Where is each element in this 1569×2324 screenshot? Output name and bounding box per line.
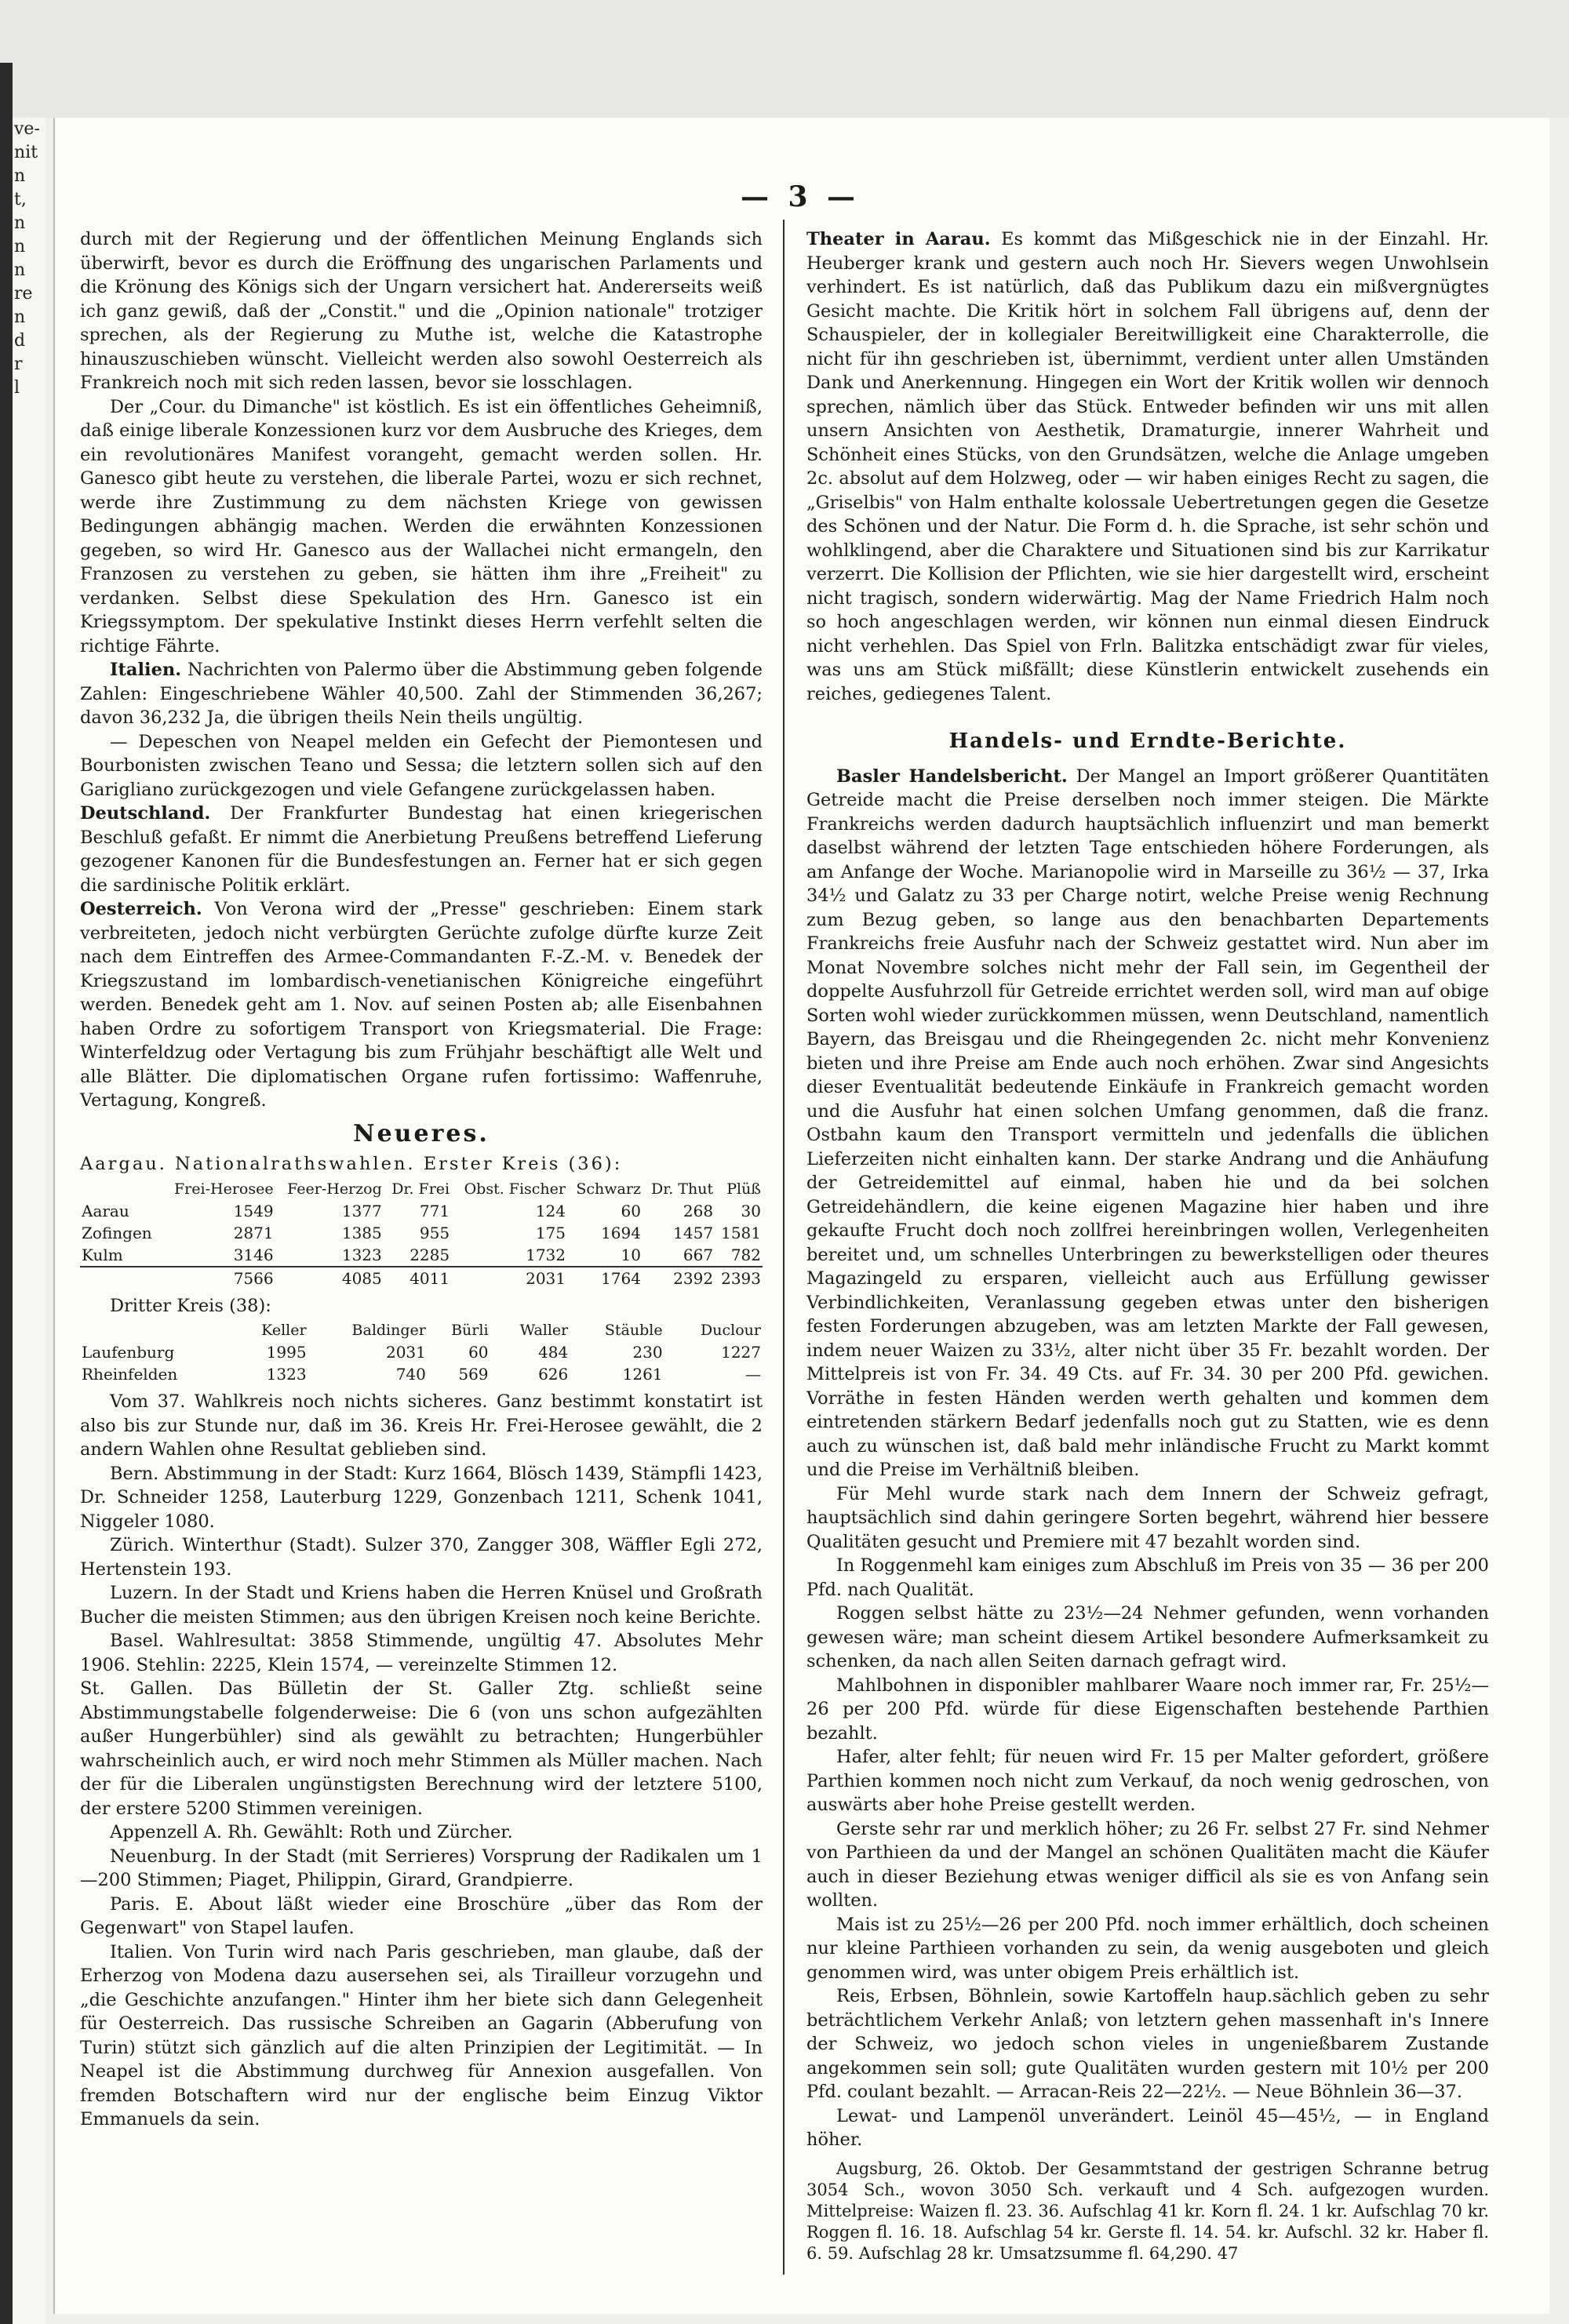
table-cell: Aarau [82, 1201, 129, 1220]
table-header [80, 1178, 162, 1200]
neueres-title: Neueres. [353, 1119, 490, 1147]
table-cell: 2392 [643, 1267, 715, 1289]
table-cell: 1385 [341, 1223, 382, 1242]
adjacent-page-fragment [13, 118, 46, 2324]
section-heading: Basler Handelsbericht. [836, 766, 1068, 787]
table-cell: 268 [683, 1201, 714, 1220]
article-paragraph: In Roggenmehl kam einiges zum Abschluß im Preis von 35 — 36 per 200 Pfd. nach Qualität. [806, 1555, 1489, 1600]
article-paragraph: St. Gallen. Das Bülletin der St. Galler Ztg. schließt seine Abstimmungstabelle folgenderweise: Die 6 (von uns schon aufgezählten außer Hungerbühler) sind als gewählt zu betrachten; Hungerbühler wahrscheinlich auch, er wird noch mehr Stimmen als Müller machen. Nach der für die Liberalen ungünstigsten Berechnung wird der letztere 5100, der erstere 5200 Stimmen vereinigen. [80, 1678, 763, 1819]
table-cell: 124 [535, 1201, 566, 1220]
newspaper-page [55, 118, 1549, 2314]
table-cell: 230 [632, 1343, 663, 1362]
table-row [80, 1222, 763, 1244]
fragment-line: ve- [14, 119, 40, 139]
fragment-line: d [14, 331, 26, 351]
section-text: Es kommt das Mißgeschick nie in der Einzahl. Hr. Heuberger krank und gestern auch noch Hr. Sievers wegen Unwohlsein verhindert. Es ist natürlich, daß das Publikum dazu ein mißvergnügtes Gesicht machte. Die Kritik hört in solchem Fall übrigens auf, denn der Schauspieler, der in kollegialer Bereitwilligkeit eine Charakterrolle, die nicht für ihn geschrieben ist, übernimmt, verdient unter allen Umständen Dank und Anerkennung. Hingegen ein Wort der Kritik wollen wir dennoch sprechen, nämlich über das Stück. Entweder befinden wir uns mit allen unsern Ansichten von Aesthetik, Dramaturgie, innerer Wahrheit und Schönheit eines Stücks, von den Grundsätzen, welche die Anlage umgeben 2c. absolut auf dem Holzweg, oder — wir haben einiges Recht zu sagen, die „Griselbis" von Halm enthalte kolossale Uebertretungen gegen die Gesetze des Schönen und der Natur. Die Form d. h. die Sprache, ist sehr schön und wohlklingend, aber die Charaktere und Situationen sind bis zur Karrikatur verzerrt. Die Kollision der Pflichten, wie sie hier dargestellt wird, erscheint nicht tragisch, sondern widerwärtig. Mag der Name Friedrich Halm noch so hoch angeschlagen werden, wir können nun einmal diesen Eindruck nicht verhehlen. Das Spiel von Frln. Balitzka entschädigt zwar für vieles, was uns am Stück mißfällt; diese Künstlerin entwickelt zusehends ein reiches, gediegenes Talent. [806, 229, 1490, 704]
table-row [80, 1363, 763, 1385]
section-text: Von Verona wird der „Presse" geschrieben: Einem stark verbreiteten, jedoch nicht verbürgten Gerüchte zufolge dürfte kurze Zeit nach dem Eintreffen des Armee-Commandanten F.-Z.-M. v. Benedek der Kriegszustand im lombardisch-venetianischen Königreiche eingeführt werden. Benedek geht am 1. Nov. auf seinen Posten ab; alle Eisenbahnen haben Ordre zu sofortigem Transport von Kriegsmaterial. Die Frage: Winterfeldzug oder Vertagung bis zum Frühjahr beschäftigt alle Welt und alle Blätter. Die diplomatischen Organe rufen fortissimo: Waffenruhe, Vertagung, Kongreß. [80, 899, 763, 1111]
article-paragraph: Roggen selbst hätte zu 23½—24 Nehmer gefunden, wenn vorhanden gewesen wäre; man scheint diesem Artikel besondere Aufmerksamkeit zu schenken, da nach allen Seiten darnach gefragt wird. [806, 1603, 1489, 1671]
table-cell: 7566 [162, 1267, 275, 1289]
article-paragraph: Vom 37. Wahlkreis noch nichts sicheres. Ganz bestimmt konstatirt ist also bis zur Stunde nur, daß im 36. Kreis Hr. Frei-Herosee gewählt, die 2 andern Wahlen ohne Resultat geblieben sind. [80, 1391, 763, 1460]
fragment-line: n [14, 260, 26, 280]
table-cell: 4085 [275, 1267, 384, 1289]
section-heading: Oesterreich. [80, 899, 202, 919]
table-cell: Zofingen [82, 1223, 152, 1242]
table-cell: 60 [468, 1343, 489, 1362]
table-cell: 2393 [715, 1267, 763, 1289]
table-header: Schwarz [576, 1180, 641, 1198]
article-paragraph: Hafer, alter fehlt; für neuen wird Fr. 15 per Malter gefordert, größere Parthien kommen noch nicht zum Verkauf, da noch wenig gedroschen, von auswärts aber hohe Preise gestellt werden. [806, 1747, 1489, 1815]
article-paragraph: durch mit der Regierung und der öffentlichen Meinung Englands sich überwirft, bevor es durch die Eröffnung des ungarischen Parlaments und die Krönung des Königs sich der Ungarn versichert hat. Andererseits weiß ich ganz gewiß, daß der „Constit." und die „Opinion nationale" trotziger sprechen, als der Regierung zu Muthe ist, welche die Katastrophe hinauszuschieben wünscht. Vielleicht werden also sowohl Oesterreich als Frankreich noch mit sich reden lassen, bevor sie losschlagen. [80, 229, 763, 393]
table-cell: 1764 [567, 1267, 643, 1289]
fragment-line: re [14, 284, 33, 304]
section-heading: Deutschland. [80, 803, 211, 824]
table-cell: 955 [419, 1223, 450, 1242]
table-cell: 740 [395, 1365, 426, 1384]
page-number: — 3 — [740, 180, 861, 213]
table-header-row [80, 1319, 763, 1341]
dritter-kreis-heading: Dritter Kreis (38): [110, 1295, 271, 1316]
article-augsburg: Augsburg, 26. Oktob. Der Gesammtstand der gestrigen Schranne betrug 3054 Sch., wovon 3050 Sch. verkauft und 4 Sch. aufgezogen wurden. Mittelpreise: Waizen fl. 23. 36. Aufschlag 41 kr. Korn fl. 24. 1 kr. Aufschlag 70 kr. Roggen fl. 16. 18. Aufschlag 54 kr. Gerste fl. 14. 54. kr. Aufschl. 32 kr. Haber fl. 6. 59. Aufschlag 28 kr. Umsatzsumme fl. 64,290. 47 [806, 2159, 1489, 2263]
election-table-kreis-38 [80, 1319, 763, 1385]
table-cell: 782 [730, 1245, 761, 1264]
article-paragraph: Bern. Abstimmung in der Stadt: Kurz 1664, Blösch 1439, Stämpfli 1423, Dr. Schneider 1258, Lauterburg 1229, Gonzenbach 1211, Schenk 1041, Niggeler 1080. [80, 1463, 763, 1532]
fragment-line: r [14, 355, 23, 374]
table-header: Plüß [726, 1180, 761, 1198]
table-cell: 626 [538, 1365, 569, 1384]
table-header: Frei-Herosee [174, 1180, 274, 1198]
table-row [80, 1341, 763, 1363]
binding-edge [0, 63, 13, 2324]
table-cell: 175 [535, 1223, 566, 1242]
article-paragraph: Paris. E. About läßt wieder eine Broschüre „über das Rom der Gegenwart" von Stapel laufen. [80, 1893, 763, 1938]
table-cell: 771 [419, 1201, 450, 1220]
article-paragraph: Lewat- und Lampenöl unverändert. Leinöl 45—45½, — in England höher. [806, 2105, 1489, 2150]
fragment-line: l [14, 378, 20, 398]
article-deutschland [80, 802, 763, 897]
section-heading: Theater in Aarau. [806, 229, 991, 249]
table-header: Stäuble [604, 1322, 663, 1339]
article-paragraph: Mahlbohnen in disponibler mahlbarer Waare noch immer rar, Fr. 25½—26 per 200 Pfd. würde für diese Eigenschaften bestehende Parthien bezahlt. [806, 1675, 1489, 1744]
table-header: Dr. Frei [391, 1180, 450, 1198]
article-oesterreich [80, 897, 763, 1113]
table-cell: 484 [538, 1343, 569, 1362]
article-paragraph: Italien. Von Turin wird nach Paris geschrieben, man glaube, daß der Erherzog von Modena dazu ausersehen sei, als Tirailleur vorzugehn und „die Geschichte anzufangen." Hinter ihm her biete sich dann Gelegenheit für Oesterreich. Das russische Schreiben an Gagarin (Abberufung von Turin) stützt sich gänzlich auf die alten Prinzipien der Legitimität. — In Neapel ist die Abstimmung durchweg für Annexion ausgefallen. Von fremden Botschaftern wird nur der englische beim Einzug Viktor Emmanuels da sein. [80, 1941, 763, 2129]
article-paragraph: Zürich. Winterthur (Stadt). Sulzer 370, Zangger 308, Wäffler Egli 272, Hertenstein 193. [80, 1535, 763, 1580]
table-cell [80, 1267, 162, 1289]
table-row [80, 1200, 763, 1222]
table-header: Duclour [701, 1322, 761, 1339]
table-header: Dr. Thut [650, 1180, 714, 1198]
fragment-line: n [14, 166, 26, 186]
fragment-line: n [14, 213, 26, 233]
table-cell: 3146 [233, 1245, 274, 1264]
table-cell: 2871 [233, 1223, 274, 1242]
table-cell: 1581 [721, 1223, 761, 1242]
table-header [80, 1319, 233, 1341]
table-cell: 2285 [410, 1245, 450, 1264]
article-paragraph: Luzern. In der Stadt und Kriens haben die Herren Knüsel und Großrath Bucher die meisten Stimmen; aus den übrigen Kreisen noch keine Berichte. [80, 1583, 763, 1628]
table-cell: 10 [621, 1245, 641, 1264]
article-paragraph: Gerste sehr rar und merklich höher; zu 26 Fr. selbst 27 Fr. sind Nehmer von Parthieen da und der Mangel an schönen Qualitäten macht die Käufer auch in dieser Beziehung etwas weniger difficil als sie es von Anfang sein wollten. [806, 1818, 1489, 1911]
table-cell: 1694 [601, 1223, 641, 1242]
right-column [806, 227, 1489, 2264]
fragment-line: n [14, 237, 26, 256]
table-cell: Laufenburg [82, 1343, 175, 1362]
table-cell: 4011 [384, 1267, 451, 1289]
aargau-heading: Aargau. Nationalrathswahlen. Erster Kreis (36): [80, 1154, 623, 1174]
table-cell: Rheinfelden [82, 1365, 178, 1384]
table-cell: 1377 [341, 1201, 382, 1220]
table-cell: 1323 [266, 1365, 307, 1384]
section-text: Der Mangel an Import größerer Quantitäten Getreide macht die Preise derselben noch immer steigen. Die Märkte Frankreichs werden dadurch hauptsächlich influenzirt und man bemerkt daselbst während der letzten Tage entschieden höhere Forderungen, als am Anfange der Woche. Marianopolie wird in Marseille zu 36½ — 37, Irka 34½ und Galatz zu 33 per Charge notirt, welche Preise wenig Rechnung zum Bezug geben, so lange aus den benachbarten Departements Frankreichs freie Ausfuhr nach der Schweiz gestattet wird. Nun aber im Monat Novembre solches nicht mehr der Fall sein, im Gegentheil der doppelte Ausfuhrzoll für Getreide errichtet werden soll, wird man auf obige Sorten wohl wieder zurückkommen müssen, wenn Deutschland, namentlich Bayern, das Breisgau und die Rheingegenden 2c. nicht mehr Konvenienz bieten und ihre Preise am Ende auch noch erhöhen. Zwar sind Angesichts dieser Eventualität bedeutende Einkäufe in Frankreich gemacht worden und die Ausfuhr hat einen solchen Umfang genommen, daß die franz. Ostbahn kaum den Transport vermitteln und jedenfalls die üblichen Lieferzeiten nicht einhalten kann. Der starke Andrang und die Anhäufung der Getreidemittel auf einmal, haben hie und da bei solchen Getreidehändlern, die keine eigenen Magazine hier haben und ihre gekaufte Frucht doch noch zollfrei hereinbringen wollen, Verlegenheiten bereitet und, um schnelles Unterbringen zu bewerkstelligen oder theures Magazingeld zu ersparen, vielleicht auch aus Erfüllung gewisser Verbindlichkeiten, Veranlassung gegeben etwas unter den bisherigen festen Forderungen abzugeben, was am letzten Markte der Fall gewesen, indem neuer Waizen zu 33½, alter nicht über 35 Fr. bezahlt worden. Der Mittelpreis ist von Fr. 34. 49 Cts. auf Fr. 34. 30 per 200 Pfd. gewichen. Vorräthe in festen Händen werden werth gehalten und kommen dem eintretenden stärkern Bedarf jedenfalls noch gut zu Statten, wie es denn auch zu wünschen ist, daß bald mehr inländische Frucht zu Markt kommt und die Preise im Verhältniß bleiben. [806, 766, 1489, 1480]
article-paragraph: Appenzell A. Rh. Gewählt: Roth und Zürcher. [110, 1822, 513, 1842]
table-cell: 2031 [385, 1343, 426, 1362]
article-paragraph: — Depeschen von Neapel melden ein Gefecht der Piemontesen und Bourbonisten zwischen Teano und Sessa; die letztern sollen sich auf den Garigliano zurückgezogen und viele Gefangene zurückgelassen haben. [80, 731, 763, 800]
table-total-row [80, 1267, 763, 1289]
table-cell: 2031 [451, 1267, 567, 1289]
table-cell: 1457 [673, 1223, 714, 1242]
table-cell: 1995 [266, 1343, 307, 1362]
table-cell: 1227 [721, 1343, 761, 1362]
article-paragraph: Reis, Erbsen, Böhnlein, sowie Kartoffeln haup.sächlich geben zu sehr beträchtlichem Verkehr Anlaß; von letztern gehen massenhaft in's Innere der Schweiz, wo jedoch schon vieles in ungenießbarem Zustande angekommen sein soll; gute Qualitäten wurden gestern mit 10½ per 200 Pfd. coulant bezahlt. — Arracan-Reis 22—22½. — Neue Böhnlein 36—37. [806, 1986, 1489, 2102]
article-paragraph: Der „Cour. du Dimanche" ist köstlich. Es ist ein öffentliches Geheimniß, daß einige liberale Konzessionen kurz vor dem Ausbruche des Krieges, dem ein revolutionäres Manifest vorangeht, gemacht werden sollen. Hr. Ganesco gibt heute zu verstehen, die liberale Partei, wozu er sich rechnet, werde ihre Zustimmung zu dem nächsten Kriege von gewissen Bedingungen abhängig machen. Werden die erwähnten Konzessionen gegeben, so wird Hr. Ganesco aus der Wallachei nicht ermangeln, den Franzosen zu verstehen zu geben, sie hätten ihm ihre „Freiheit" zu verdanken. Selbst diese Spekulation des Hrn. Ganesco ist ein Kriegssymptom. Der spekulative Instinkt dieses Herrn verfehlt selten die richtige Fährte. [80, 396, 763, 656]
fragment-line: t, [14, 190, 27, 209]
table-cell: 1732 [526, 1245, 566, 1264]
fragment-line: nit [14, 143, 38, 162]
election-table-kreis-36 [80, 1178, 763, 1289]
section-heading: Italien. [110, 660, 182, 680]
table-cell: 1549 [233, 1201, 274, 1220]
article-paragraph: Basel. Wahlresultat: 3858 Stimmende, ungültig 47. Absolutes Mehr 1906. Stehlin: 2225, Klein 1574, — vereinzelte Stimmen 12. [80, 1631, 763, 1675]
section-text: Nachrichten von Palermo über die Abstimmung geben folgende Zahlen: Eingeschriebene Wähler 40,500. Zahl der Stimmenden 36,267; davon 36,232 Ja, die übrigen theils Nein theils ungültig. [80, 660, 763, 728]
table-cell: 30 [741, 1201, 761, 1220]
article-italien [80, 658, 763, 730]
table-header: Feer-Herzog [287, 1180, 382, 1198]
scan-background-top [0, 0, 1569, 118]
fragment-line: n [14, 307, 26, 327]
table-header: Waller [519, 1322, 569, 1339]
article-basler [806, 765, 1489, 1482]
table-header: Baldinger [351, 1322, 426, 1339]
handels-title: Handels- und Erndte-Berichte. [948, 729, 1347, 753]
table-row [80, 1244, 763, 1267]
table-header: Obst. Fischer [464, 1180, 566, 1198]
table-header: Bürli [451, 1322, 489, 1339]
article-paragraph: Mais ist zu 25½—26 per 200 Pfd. noch immer erhältlich, doch scheinen nur kleine Parthieen vorhanden zu sein, da wenig ausgeboten und gleich genommen wird, was unter obigem Preis erhältlich ist. [806, 1914, 1489, 1983]
table-header: Keller [261, 1322, 307, 1339]
table-cell: 569 [458, 1365, 489, 1384]
article-theater [806, 227, 1489, 706]
article-paragraph: Neuenburg. In der Stadt (mit Serrieres) Vorsprung der Radikalen um 1—200 Stimmen; Piaget, Philippin, Girard, Grandpierre. [80, 1846, 763, 1890]
table-cell: 667 [683, 1245, 714, 1264]
table-cell: 1323 [341, 1245, 382, 1264]
article-paragraph: Für Mehl wurde stark nach dem Innern der Schweiz gefragt, hauptsächlich sind dahin geringere Sorten begehrt, während hier bessere Qualitäten gesucht und Premiere mit 47 bezahlt worden sind. [806, 1483, 1489, 1552]
section-text: Der Frankfurter Bundestag hat einen kriegerischen Beschluß gefaßt. Er nimmt die Anerbietung Preußens betreffend Lieferung gezogener Kanonen für die Bundesfestungen an. Ferner hat er sich gegen die sardinische Politik erklärt. [80, 803, 763, 896]
table-header-row [80, 1178, 763, 1200]
table-cell: 1261 [622, 1365, 663, 1384]
table-cell: Kulm [82, 1245, 123, 1264]
column-rule [783, 220, 784, 2275]
table-cell: — [745, 1365, 761, 1384]
left-column [80, 227, 763, 2132]
table-cell: 60 [621, 1201, 641, 1220]
